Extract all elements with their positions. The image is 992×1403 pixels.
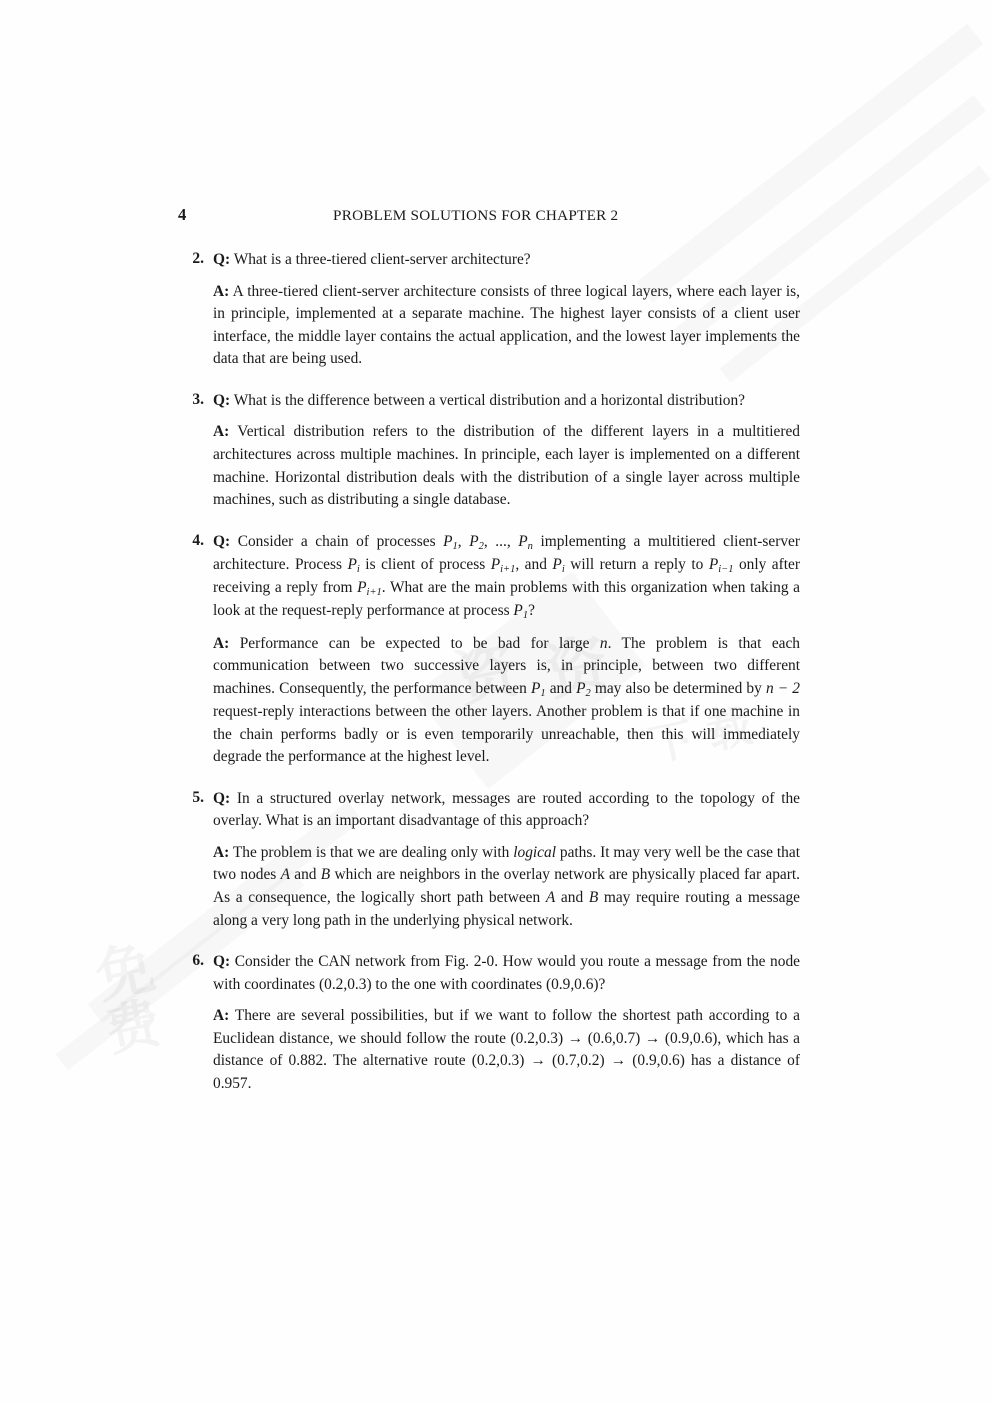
item-number: 2. [192, 250, 204, 267]
question-block [178, 951, 800, 1104]
page-number: 4 [178, 205, 187, 224]
answer-text [213, 421, 800, 511]
question-text [213, 249, 800, 272]
answer-text [213, 281, 800, 371]
chapter-heading: PROBLEM SOLUTIONS FOR CHAPTER 2 [333, 207, 619, 224]
answer-label: A: [213, 634, 230, 652]
question-label: Q: [213, 251, 231, 268]
question-text [213, 531, 800, 624]
question-body: Consider a chain of processes $P_1$, $P_2$, ..., $P_n$ implementing a multitiered client-server architecture. Process $P_i$ is client of process $P_{i+1}$, and $P_i$ will return a reply to $P_{i-1}$ only after receiving a reply from $P_{i+1}$. What are the main problems with this organization when taking a look at the request-reply performance at process $P_1$? [213, 532, 800, 622]
qa-group [178, 390, 800, 521]
item-number: 5. [192, 788, 204, 806]
answer-text [213, 842, 800, 932]
item-number: 3. [192, 390, 204, 408]
running-head [178, 205, 800, 235]
answer-body: Vertical distribution refers to the distribution of the different layers in a multitiered architectures across multiple machines. In principle, each layer is implemented on a different machine. Horizontal distribution deals with the distribution of a single layer across multiple machines, such as distributing a single database. [213, 423, 800, 509]
question-block [178, 531, 800, 778]
qa-group [178, 788, 800, 941]
answer-text [213, 633, 800, 769]
question-text [213, 390, 800, 413]
qa-group [178, 249, 800, 380]
answer-body: The problem is that we are dealing only with logical paths. It may very well be the case that two nodes A and B which are neighbors in the overlay network are physically placed far apart. As a consequence, the logically short path between A and B may require routing a message along a very long path in the underlying physical network. [213, 843, 800, 929]
question-label: Q: [213, 789, 231, 807]
question-block [178, 249, 800, 380]
answer-label: A: [213, 843, 230, 861]
answer-label: A: [213, 423, 230, 441]
answer-label: A: [213, 282, 230, 300]
answer-body: A three-tiered client-server architecture consists of three logical layers, where each layer is, in principle, implemented at a separate machine. The highest layer consists of a client user interface, the middle layer contains the actual application, and the lowest layer implements the data that are being used. [213, 282, 800, 368]
answer-label: A: [213, 1007, 230, 1025]
answer-body: Performance can be expected to be bad for large n. The problem is that each communication between two successive layers is, in principle, between two different machines. Consequently, the performance between $P_1$ and $P_2$ may also be determined by n − 2 request-reply interactions between the other layers. Another problem is that if one machine in the chain performs badly or is even temporarily unreachable, then this will immediately degrade the performance at the highest level. [213, 634, 801, 766]
question-body: What is the difference between a vertical distribution and a horizontal distribution? [233, 391, 745, 409]
qa-group [178, 531, 800, 778]
question-body: In a structured overlay network, messages are routed according to the topology of the overlay. What is an important disadvantage of this approach? [213, 789, 800, 830]
question-body: What is a three-tiered client-server architecture? [233, 251, 531, 268]
question-text [213, 788, 800, 833]
item-number: 6. [192, 952, 204, 970]
question-block [178, 788, 800, 941]
question-label: Q: [213, 391, 231, 409]
question-body: Consider the CAN network from Fig. 2-0. How would you route a message from the node with coordinates (0.2,0.3) to the one with coordinates (0.9,0.6)? [213, 953, 800, 993]
question-text [213, 951, 800, 996]
qa-group [178, 951, 800, 1104]
answer-text [213, 1005, 800, 1095]
question-label: Q: [213, 532, 231, 550]
answer-body: There are several possibilities, but if we want to follow the shortest path according to a Euclidean distance, we should follow the route (0.2,0.3) → (0.6,0.7) → (0.9,0.6), which has a distance of 0.882. The alternative route (0.2,0.3) → (0.7,0.2) → (0.9,0.6) has a distance of 0.957. [213, 1007, 800, 1092]
question-block [178, 390, 800, 521]
question-label: Q: [213, 953, 231, 971]
item-number: 4. [192, 531, 204, 549]
page-content [178, 205, 800, 1114]
